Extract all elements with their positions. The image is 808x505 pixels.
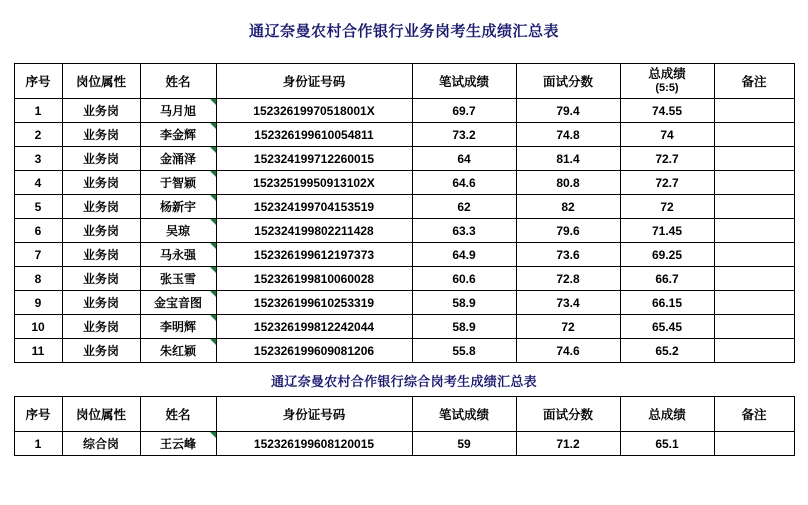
cell-index: 7 (14, 243, 62, 267)
cell-total-score: 65.1 (620, 432, 714, 456)
cell-total-score: 72.7 (620, 171, 714, 195)
cell-interview-score: 80.8 (516, 171, 620, 195)
title-spacer (0, 41, 808, 63)
cell-interview-score: 82 (516, 195, 620, 219)
cell-id-number: 152326199612197373 (216, 243, 412, 267)
header-remark: 备注 (714, 397, 794, 432)
table-header-row (14, 397, 794, 432)
cell-interview-score: 74.8 (516, 123, 620, 147)
cell-remark (714, 267, 794, 291)
header-total-ratio: (5:5) (655, 81, 679, 94)
cell-total-score: 74 (620, 123, 714, 147)
header-total-score: 总成绩 (620, 397, 714, 432)
cell-interview-score: 72.8 (516, 267, 620, 291)
cell-interview-score: 79.6 (516, 219, 620, 243)
cell-id-number: 15232619970518001X (216, 99, 412, 123)
cell-post-attr: 业务岗 (62, 219, 140, 243)
cell-written-score: 73.2 (412, 123, 516, 147)
cell-name: 马月旭 (140, 99, 216, 123)
header-index: 序号 (14, 397, 62, 432)
cell-interview-score: 72 (516, 315, 620, 339)
table-row (14, 123, 794, 147)
cell-remark (714, 99, 794, 123)
cell-post-attr: 业务岗 (62, 291, 140, 315)
table-row (14, 219, 794, 243)
cell-total-score: 72.7 (620, 147, 714, 171)
table-row (14, 147, 794, 171)
cell-written-score: 64.6 (412, 171, 516, 195)
cell-remark (714, 147, 794, 171)
cell-name: 金宝音图 (140, 291, 216, 315)
header-remark: 备注 (714, 64, 794, 99)
cell-total-score: 66.15 (620, 291, 714, 315)
cell-name: 金涌泽 (140, 147, 216, 171)
cell-written-score: 58.9 (412, 315, 516, 339)
header-total-score (620, 64, 714, 99)
cell-id-number: 152326199610054811 (216, 123, 412, 147)
cell-index: 5 (14, 195, 62, 219)
table-row (14, 291, 794, 315)
cell-total-score: 72 (620, 195, 714, 219)
cell-index: 8 (14, 267, 62, 291)
cell-written-score: 59 (412, 432, 516, 456)
table-row (14, 432, 794, 456)
header-written-score: 笔试成绩 (412, 64, 516, 99)
table-row (14, 99, 794, 123)
cell-post-attr: 业务岗 (62, 195, 140, 219)
cell-index: 1 (14, 99, 62, 123)
cell-written-score: 64 (412, 147, 516, 171)
cell-index: 1 (14, 432, 62, 456)
cell-name: 李金辉 (140, 123, 216, 147)
cell-interview-score: 71.2 (516, 432, 620, 456)
cell-id-number: 152324199712260015 (216, 147, 412, 171)
header-written-score: 笔试成绩 (412, 397, 516, 432)
cell-id-number: 152326199608120015 (216, 432, 412, 456)
cell-id-number: 152326199812242044 (216, 315, 412, 339)
header-name: 姓名 (140, 64, 216, 99)
cell-interview-score: 73.4 (516, 291, 620, 315)
table-row (14, 315, 794, 339)
cell-written-score: 55.8 (412, 339, 516, 363)
cell-interview-score: 79.4 (516, 99, 620, 123)
header-index: 序号 (14, 64, 62, 99)
cell-post-attr: 业务岗 (62, 123, 140, 147)
cell-remark (714, 243, 794, 267)
cell-total-score: 71.45 (620, 219, 714, 243)
cell-post-attr: 业务岗 (62, 171, 140, 195)
header-interview-score: 面试分数 (516, 397, 620, 432)
cell-index: 4 (14, 171, 62, 195)
cell-name: 张玉雪 (140, 267, 216, 291)
cell-id-number: 152324199802211428 (216, 219, 412, 243)
cell-post-attr: 业务岗 (62, 315, 140, 339)
cell-total-score: 65.2 (620, 339, 714, 363)
cell-name: 朱红颖 (140, 339, 216, 363)
cell-id-number: 152326199810060028 (216, 267, 412, 291)
cell-interview-score: 73.6 (516, 243, 620, 267)
scores-table-general (14, 396, 795, 456)
table-header (14, 64, 794, 99)
cell-written-score: 62 (412, 195, 516, 219)
table-body-general (14, 432, 794, 456)
cell-id-number: 152326199610253319 (216, 291, 412, 315)
header-interview-score: 面试分数 (516, 64, 620, 99)
cell-post-attr: 综合岗 (62, 432, 140, 456)
cell-index: 10 (14, 315, 62, 339)
table-row (14, 267, 794, 291)
table-row (14, 171, 794, 195)
cell-id-number: 152324199704153519 (216, 195, 412, 219)
cell-post-attr: 业务岗 (62, 147, 140, 171)
table-body-business (14, 99, 794, 363)
cell-total-score: 74.55 (620, 99, 714, 123)
table-row (14, 243, 794, 267)
cell-index: 9 (14, 291, 62, 315)
table-row (14, 195, 794, 219)
header-post-attr: 岗位属性 (62, 64, 140, 99)
cell-post-attr: 业务岗 (62, 243, 140, 267)
cell-written-score: 58.9 (412, 291, 516, 315)
cell-name: 王云峰 (140, 432, 216, 456)
cell-interview-score: 74.6 (516, 339, 620, 363)
cell-written-score: 63.3 (412, 219, 516, 243)
header-post-attr: 岗位属性 (62, 397, 140, 432)
cell-remark (714, 432, 794, 456)
cell-remark (714, 291, 794, 315)
scores-table-business (14, 63, 795, 363)
cell-index: 11 (14, 339, 62, 363)
cell-post-attr: 业务岗 (62, 99, 140, 123)
cell-index: 3 (14, 147, 62, 171)
cell-total-score: 65.45 (620, 315, 714, 339)
header-total-main: 总成绩 (648, 67, 686, 82)
cell-written-score: 69.7 (412, 99, 516, 123)
cell-total-score: 69.25 (620, 243, 714, 267)
page-title: 通辽奈曼农村合作银行业务岗考生成绩汇总表 (248, 23, 559, 40)
table-header-row (14, 64, 794, 99)
cell-written-score: 60.6 (412, 267, 516, 291)
header-name: 姓名 (140, 397, 216, 432)
cell-total-score: 66.7 (620, 267, 714, 291)
cell-written-score: 64.9 (412, 243, 516, 267)
cell-remark (714, 315, 794, 339)
cell-name: 吴琼 (140, 219, 216, 243)
header-id-number: 身份证号码 (216, 397, 412, 432)
cell-remark (714, 195, 794, 219)
cell-post-attr: 业务岗 (62, 339, 140, 363)
cell-remark (714, 219, 794, 243)
cell-name: 杨新宇 (140, 195, 216, 219)
cell-name: 于智颖 (140, 171, 216, 195)
cell-remark (714, 171, 794, 195)
cell-post-attr: 业务岗 (62, 267, 140, 291)
header-id-number: 身份证号码 (216, 64, 412, 99)
cell-name: 李明辉 (140, 315, 216, 339)
table-row (14, 339, 794, 363)
cell-index: 6 (14, 219, 62, 243)
cell-id-number: 152326199609081206 (216, 339, 412, 363)
cell-id-number: 15232519950913102X (216, 171, 412, 195)
section2-title: 通辽奈曼农村合作银行综合岗考生成绩汇总表 (270, 374, 537, 389)
cell-interview-score: 81.4 (516, 147, 620, 171)
table-header-general (14, 397, 794, 432)
cell-name: 马永强 (140, 243, 216, 267)
cell-remark (714, 339, 794, 363)
cell-remark (714, 123, 794, 147)
cell-index: 2 (14, 123, 62, 147)
